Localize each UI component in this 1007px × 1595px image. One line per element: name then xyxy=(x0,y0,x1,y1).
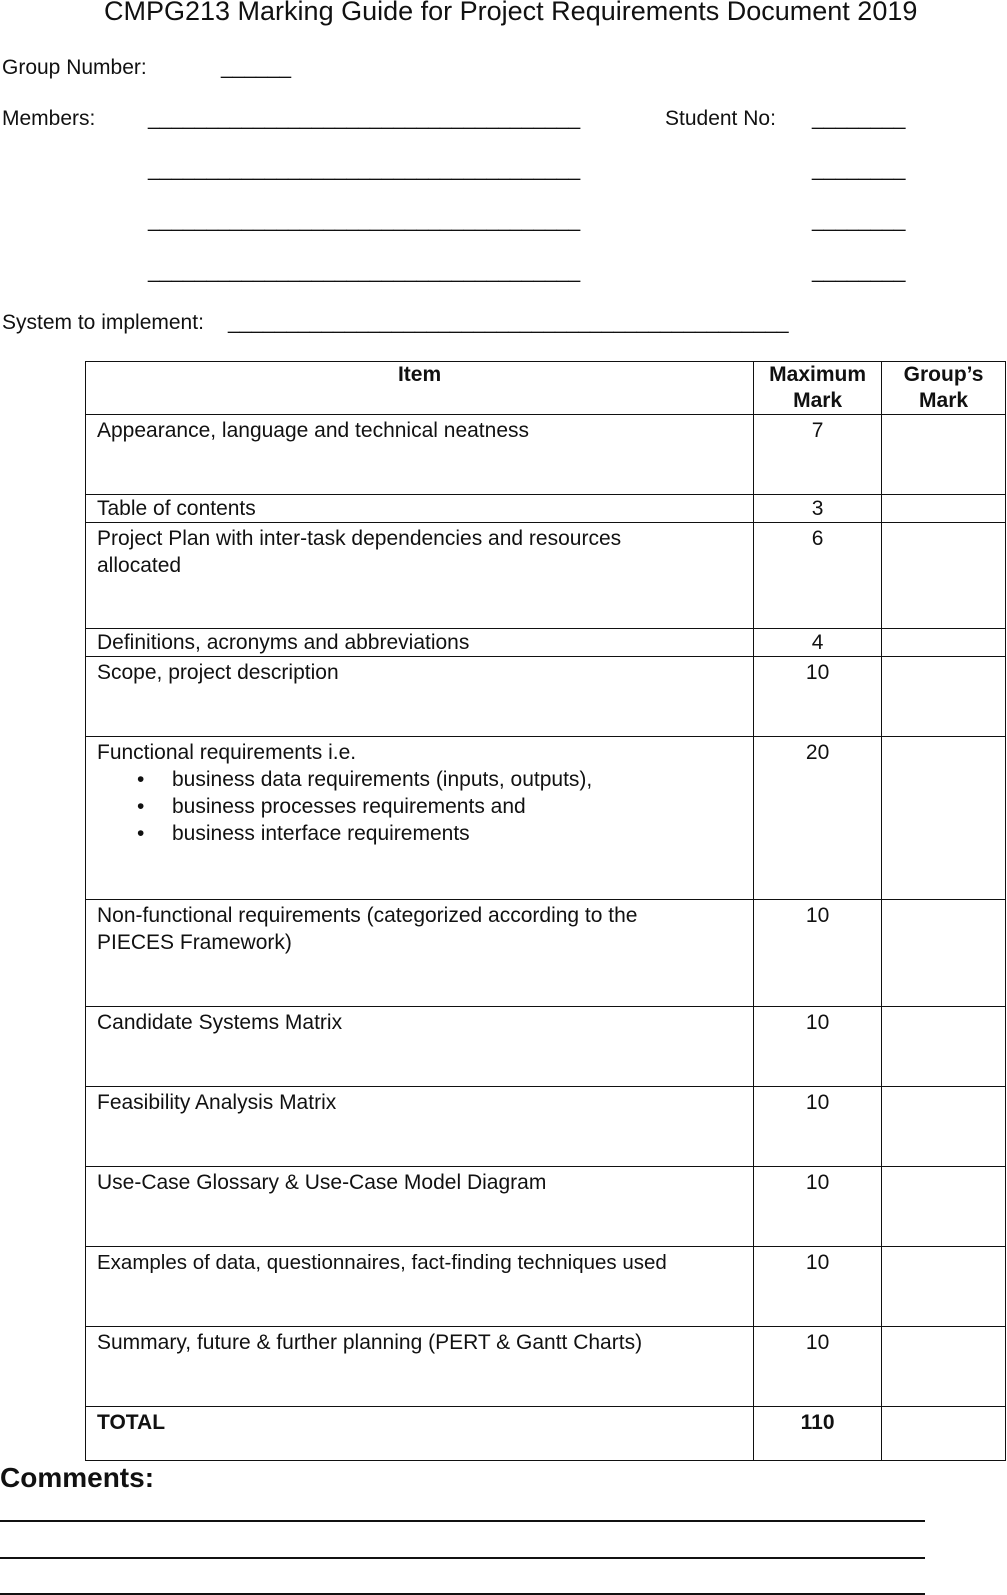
header-item: Item xyxy=(86,362,754,415)
table-row xyxy=(86,495,1006,523)
table-row xyxy=(86,415,1006,495)
list-item: • business processes requirements and xyxy=(137,795,526,818)
member-name-field[interactable]: _____________________________________ xyxy=(148,260,581,283)
row-group-mark[interactable] xyxy=(882,1167,1006,1247)
row-group-mark[interactable] xyxy=(882,657,1006,737)
student-no-field[interactable]: ________ xyxy=(812,260,906,283)
table-row xyxy=(86,900,1006,1007)
member-name-field[interactable]: _____________________________________ xyxy=(148,158,581,181)
row-item: Non-functional requirements (categorized according to the PIECES Framework) xyxy=(86,900,754,1007)
bullet-icon: • xyxy=(137,795,145,818)
group-number-field[interactable]: ______ xyxy=(221,56,292,79)
marking-table xyxy=(85,361,1006,1461)
row-group-mark[interactable] xyxy=(882,1327,1006,1407)
row-max-mark: 10 xyxy=(754,1007,882,1087)
row-item: Examples of data, questionnaires, fact-finding techniques used xyxy=(86,1247,754,1327)
total-row xyxy=(86,1407,1006,1461)
table-row xyxy=(86,523,1006,629)
functional-subitems xyxy=(97,766,753,847)
row-max-mark: 10 xyxy=(754,1167,882,1247)
member-name-field[interactable]: _____________________________________ xyxy=(148,107,581,130)
row-item xyxy=(86,737,754,900)
row-group-mark[interactable] xyxy=(882,415,1006,495)
total-group-mark[interactable] xyxy=(882,1407,1006,1461)
list-item: • business data requirements (inputs, outputs), xyxy=(137,768,593,791)
row-item: Appearance, language and technical neatness xyxy=(86,415,754,495)
comment-line[interactable] xyxy=(0,1557,925,1559)
row-item: Candidate Systems Matrix xyxy=(86,1007,754,1087)
bullet-icon: • xyxy=(137,768,145,791)
members-label: Members: xyxy=(2,107,96,130)
row-max-mark: 4 xyxy=(754,629,882,657)
student-no-field[interactable]: ________ xyxy=(812,107,906,130)
student-no-label: Student No: xyxy=(665,107,776,130)
row-group-mark[interactable] xyxy=(882,1247,1006,1327)
group-number-label: Group Number: xyxy=(2,56,147,79)
row-item: Definitions, acronyms and abbreviations xyxy=(86,629,754,657)
member-name-field[interactable]: _____________________________________ xyxy=(148,209,581,232)
row-item: Scope, project description xyxy=(86,657,754,737)
table-row xyxy=(86,1087,1006,1167)
row-item-text: Functional requirements i.e. xyxy=(97,741,357,764)
header-max-mark: Maximum Mark xyxy=(754,362,882,415)
bullet-icon: • xyxy=(137,822,145,845)
row-max-mark: 10 xyxy=(754,1087,882,1167)
system-label: System to implement: xyxy=(2,311,204,334)
row-item: Feasibility Analysis Matrix xyxy=(86,1087,754,1167)
row-group-mark[interactable] xyxy=(882,523,1006,629)
table-row xyxy=(86,1007,1006,1087)
table-row xyxy=(86,1327,1006,1407)
table-header-row xyxy=(86,362,1006,415)
row-max-mark: 7 xyxy=(754,415,882,495)
row-item: Table of contents xyxy=(86,495,754,523)
row-group-mark[interactable] xyxy=(882,900,1006,1007)
header-group-mark: Group’s Mark xyxy=(882,362,1006,415)
row-group-mark[interactable] xyxy=(882,629,1006,657)
table-row xyxy=(86,1167,1006,1247)
list-item: • business interface requirements xyxy=(137,822,470,845)
row-max-mark: 10 xyxy=(754,1327,882,1407)
student-no-field[interactable]: ________ xyxy=(812,209,906,232)
document-title: CMPG213 Marking Guide for Project Requirements Document 2019 xyxy=(104,0,918,26)
row-max-mark: 20 xyxy=(754,737,882,900)
row-max-mark: 6 xyxy=(754,523,882,629)
table-row xyxy=(86,1247,1006,1327)
comment-line[interactable] xyxy=(0,1520,925,1522)
comments-label: Comments: xyxy=(0,1462,155,1493)
student-no-field[interactable]: ________ xyxy=(812,158,906,181)
row-group-mark[interactable] xyxy=(882,737,1006,900)
table-row xyxy=(86,629,1006,657)
row-item: Project Plan with inter-task dependencies and resources allocated xyxy=(86,523,754,629)
total-label: TOTAL xyxy=(86,1407,754,1461)
row-max-mark: 10 xyxy=(754,1247,882,1327)
row-item: Summary, future & further planning (PERT & Gantt Charts) xyxy=(86,1327,754,1407)
row-max-mark: 3 xyxy=(754,495,882,523)
row-group-mark[interactable] xyxy=(882,1007,1006,1087)
total-value: 110 xyxy=(754,1407,882,1461)
row-max-mark: 10 xyxy=(754,900,882,1007)
row-group-mark[interactable] xyxy=(882,1087,1006,1167)
row-max-mark: 10 xyxy=(754,657,882,737)
system-field[interactable]: ________________________________________________ xyxy=(228,311,789,334)
row-group-mark[interactable] xyxy=(882,495,1006,523)
row-item: Use-Case Glossary & Use-Case Model Diagram xyxy=(86,1167,754,1247)
table-row xyxy=(86,737,1006,900)
table-row xyxy=(86,657,1006,737)
